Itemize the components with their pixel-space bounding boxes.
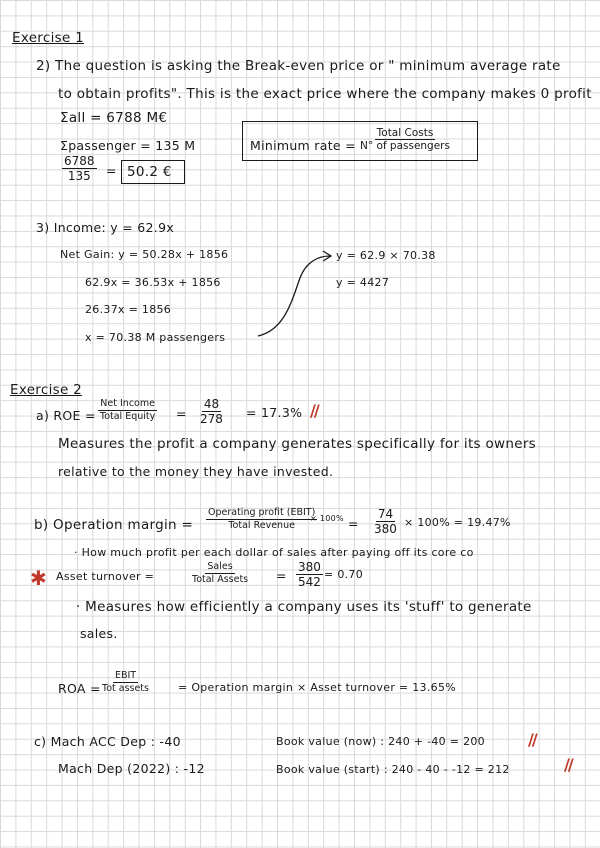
roe-values-fraction [198,397,225,426]
roe-numerator: Net Income [100,398,155,409]
roa-label: ROA = [58,681,101,696]
roa-formula: = Operation margin × Asset turnover = 13.65% [178,681,456,694]
roe-check-mark: // [310,401,318,420]
roe-desc-1: Measures the profit a company generates specifically for its owners [58,436,537,452]
roa-denominator: Tot assets [102,683,149,694]
q3-eq-3: x = 70.38 M passengers [85,331,226,344]
exercise-1-title: Exercise 1 [12,30,85,46]
mach-acc-dep: c) Mach ACC Dep : -40 [34,734,181,749]
roe-equals: = [176,406,187,421]
q3-eq-1: 62.9x = 36.53x + 1856 [85,276,221,289]
operation-margin-note: · How much profit per each dollar of sales after paying off its core co [74,546,474,559]
q3-eq-2: 26.37x = 1856 [85,303,172,316]
roe-den-value: 278 [200,412,223,426]
calc-denominator: 135 [67,169,91,183]
asset-turnover-den-value: 542 [298,575,321,589]
min-rate-denominator: N° of passengers [360,140,450,152]
book-value-start-mark: // [564,755,572,774]
asset-turnover-desc-2: sales. [80,626,118,641]
sum-passenger: Σpassenger = 135 M [60,138,196,153]
break-even-result: 50.2 € [127,164,172,180]
roa-numerator: EBIT [114,670,137,681]
roe-denominator: Total Equity [100,411,156,422]
operation-margin-den-value: 380 [374,522,397,536]
calc-equals: = [106,163,117,178]
book-value-now: Book value (now) : 240 + -40 = 200 [276,735,485,748]
roe-label: a) ROE = [36,408,96,423]
roe-result: = 17.3% [246,405,303,420]
roa-fraction [100,670,151,695]
operation-margin-label: b) Operation margin = [34,517,194,533]
q2-line-2: to obtain profits". This is the exact price where the company makes 0 profit [58,86,592,102]
calc-numerator: 6788 [64,154,95,168]
book-value-now-mark: // [528,730,536,749]
q3-income: 3) Income: y = 62.9x [36,220,175,235]
operation-margin-num-value: 74 [377,507,394,521]
min-rate-label: Minimum rate = [250,138,356,153]
q3-res-1: y = 62.9 × 70.38 [336,249,436,262]
sum-all: Σall = 6788 M€ [60,110,168,126]
exercise-2-title: Exercise 2 [10,382,83,398]
asset-turnover-desc-1: · Measures how efficiently a company uses its 'stuff' to generate [76,599,532,615]
min-rate-numerator: Total Costs [376,127,434,139]
roe-desc-2: relative to the money they have invested. [58,464,334,479]
asset-turnover-equals: = [276,568,287,583]
asset-turnover-values [296,560,323,589]
operation-margin-numerator: Operating profit (EBIT) [208,507,316,518]
asset-turnover-denominator: Total Assets [192,574,249,585]
q3-net-gain: Net Gain: y = 50.28x + 1856 [60,248,229,261]
asset-turnover-num-value: 380 [298,560,321,574]
roe-num-value: 48 [203,397,220,411]
asset-turnover-label: Asset turnover = [56,570,155,583]
book-value-start: Book value (start) : 240 - 40 - -12 = 212 [276,763,510,776]
operation-margin-equals: = [348,516,359,531]
operation-margin-fraction [206,507,317,532]
q3-res-2: y = 4427 [336,276,390,289]
star-mark: ✱ [30,566,47,590]
roe-fraction [98,398,157,423]
mach-dep-2022: Mach Dep (2022) : -12 [58,761,205,776]
operation-margin-denominator: Total Revenue [228,520,295,531]
q2-line-1: 2) The question is asking the Break-even price or " minimum average rate [36,58,561,74]
operation-margin-result: × 100% = 19.47% [404,516,511,529]
asset-turnover-numerator: Sales [207,561,233,572]
operation-margin-values [372,507,399,536]
operation-margin-times: × 100% [310,514,344,523]
asset-turnover-result: = 0.70 [324,568,364,581]
asset-turnover-fraction [190,561,250,586]
